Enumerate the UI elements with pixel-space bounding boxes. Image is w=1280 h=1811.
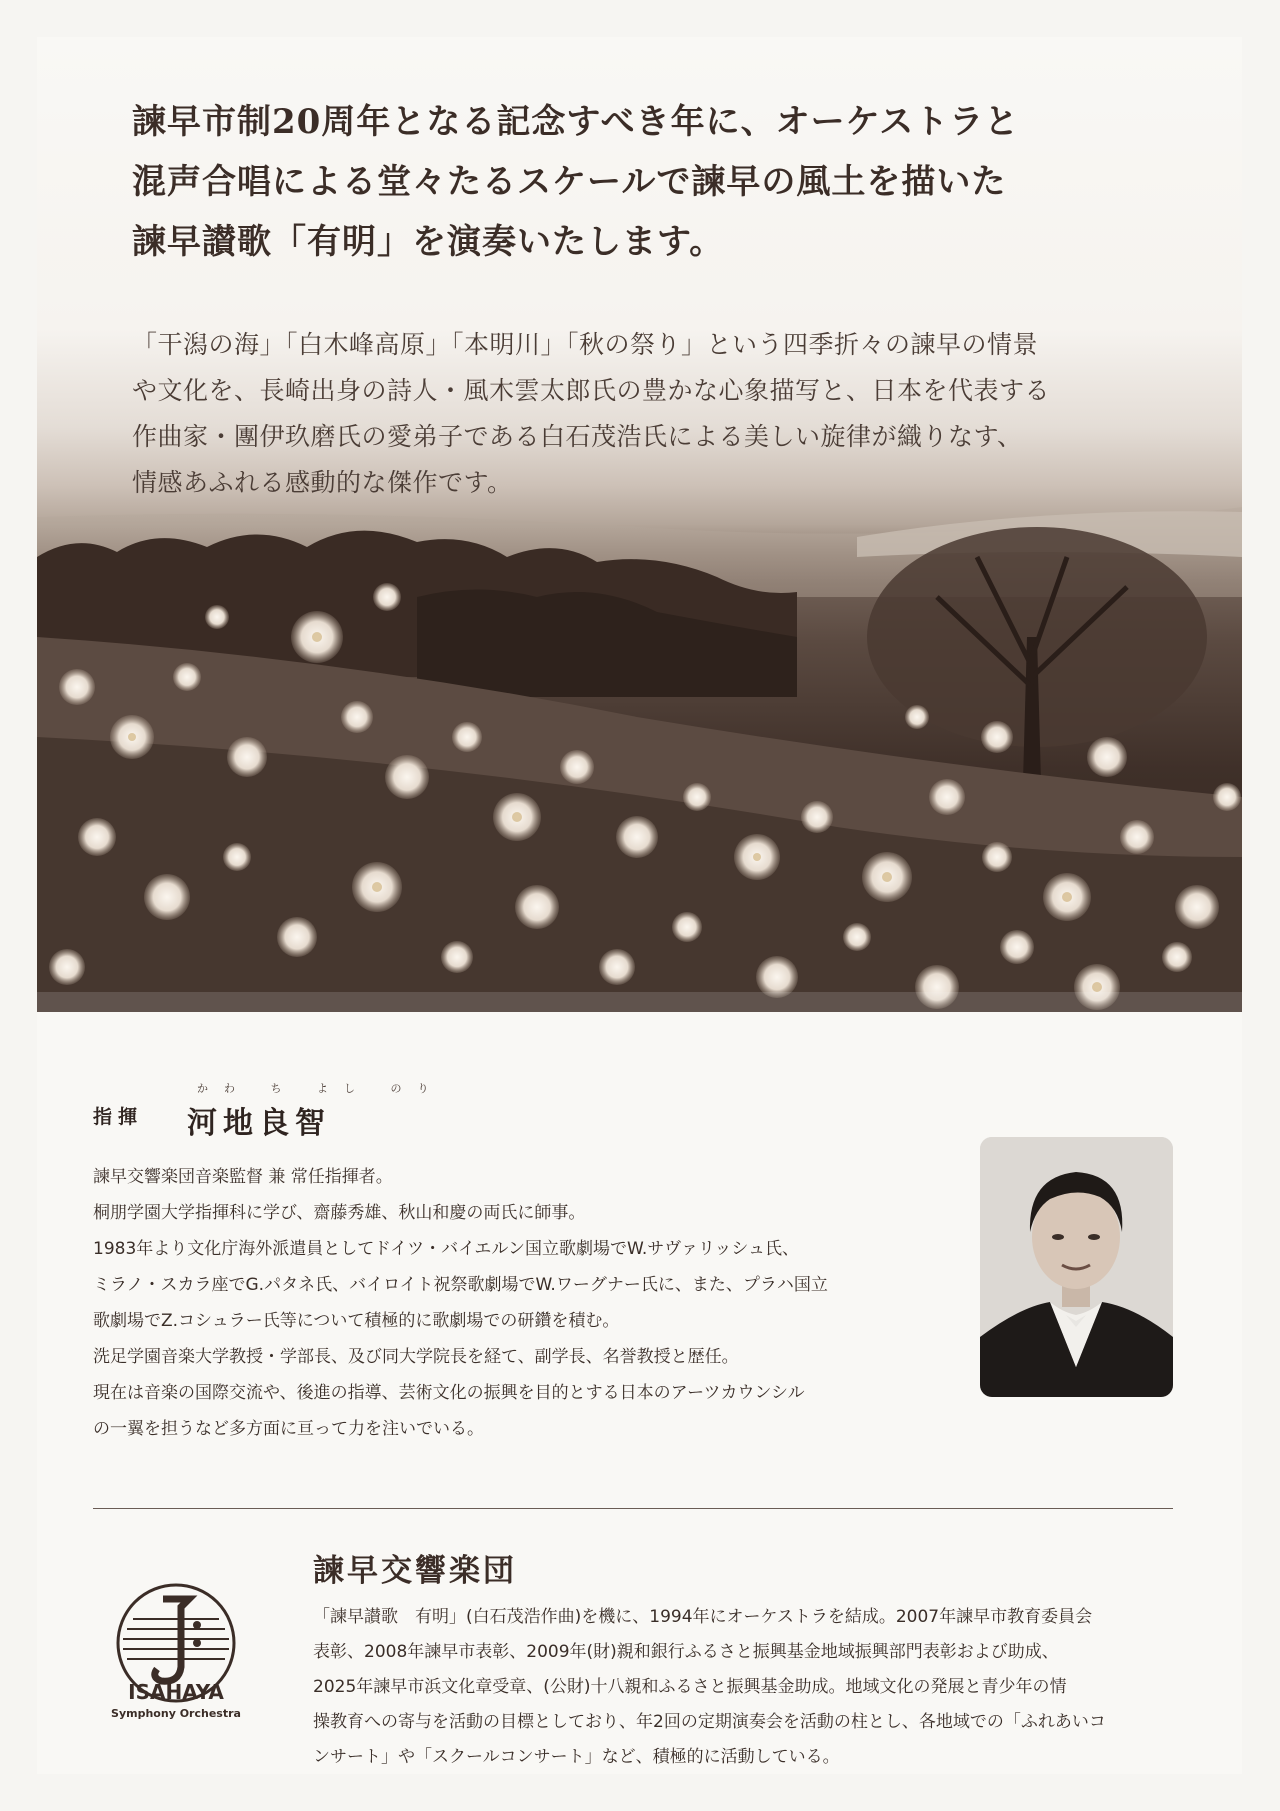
- conductor-name-reading: かわ ち よし のり: [197, 1082, 445, 1095]
- headline-line: 混声合唱による堂々たるスケールで諫早の風土を描いた: [132, 162, 1007, 202]
- bio-line: ミラノ・スカラ座でG.パタネ氏、バイロイト祝祭歌劇場でW.ワーグナー氏に、また、プラハ国立: [93, 1275, 828, 1295]
- conductor-portrait: [980, 1137, 1173, 1397]
- orchestra-line: 操教育への寄与を活動の目標としており、年2回の定期演奏会を活動の柱とし、各地域での「ふれあいコ: [313, 1712, 1106, 1732]
- conductor-role: 指揮: [93, 1106, 144, 1128]
- conductor-name-block: [187, 1077, 445, 1142]
- bio-line: 洗足学園音楽大学教授・学部長、及び同大学院長を経て、副学長、名誉教授と歴任。: [93, 1347, 739, 1367]
- conductor-bio: [93, 1159, 973, 1447]
- description-line: や文化を、長崎出身の詩人・風木雲太郎氏の豊かな心象描写と、日本を代表する: [132, 376, 1051, 405]
- section-divider: [93, 1508, 1173, 1509]
- orchestra-line: 「諫早讃歌 有明」(白石茂浩作曲)を機に、1994年にオーケストラを結成。2007年諫早市教育委員会: [313, 1607, 1093, 1627]
- headline-line: 諫早市制20周年となる記念すべき年に、オーケストラと: [132, 102, 1020, 142]
- logo-subtext: Symphony Orchestra: [111, 1707, 241, 1720]
- description: [132, 322, 1182, 506]
- bio-line: 1983年より文化庁海外派遣員としてドイツ・バイエルン国立歌劇場でW.サヴァリッシュ氏、: [93, 1239, 800, 1259]
- flyer-page: [37, 37, 1242, 1774]
- bio-line: の一翼を担うなど多方面に亘って力を注いでいる。: [93, 1419, 484, 1439]
- bio-line: 諫早交響楽団音楽監督 兼 常任指揮者。: [93, 1167, 393, 1187]
- orchestra-logo: [101, 1577, 251, 1727]
- conductor-name: 河地良智: [187, 1106, 331, 1141]
- headline: [132, 92, 1182, 272]
- logo-wordmark: ISAHAYA: [128, 1680, 224, 1704]
- orchestra-line: ンサート」や「スクールコンサート」など、積極的に活動している。: [313, 1747, 840, 1767]
- orchestra-description: [313, 1600, 1233, 1774]
- description-line: 作曲家・團伊玖磨氏の愛弟子である白石茂浩氏による美しい旋律が織りなす、: [132, 422, 1023, 451]
- bio-line: 歌劇場でZ.コシュラー氏等について積極的に歌劇場での研鑽を積む。: [93, 1311, 620, 1331]
- description-line: 情感あふれる感動的な傑作です。: [132, 468, 513, 497]
- orchestra-line: 表彰、2008年諫早市表彰、2009年(財)親和銀行ふるさと振興基金地域振興部門表彰および助成、: [313, 1642, 1059, 1662]
- bio-line: 桐朋学園大学指揮科に学び、齋藤秀雄、秋山和慶の両氏に師事。: [93, 1203, 586, 1223]
- bio-line: 現在は音楽の国際交流や、後進の指導、芸術文化の振興を目的とする日本のアーツカウンシル: [93, 1383, 805, 1403]
- headline-line: 諫早讃歌「有明」を演奏いたします。: [132, 222, 725, 262]
- description-line: 「干潟の海」「白木峰高原」「本明川」「秋の祭り」という四季折々の諫早の情景: [132, 330, 1039, 359]
- hero-photo: [37, 37, 1242, 1012]
- orchestra-title: 諫早交響楽団: [313, 1553, 517, 1589]
- orchestra-line: 2025年諫早市浜文化章受章、(公財)十八親和ふるさと振興基金助成。地域文化の発展と青少年の情: [313, 1677, 1067, 1697]
